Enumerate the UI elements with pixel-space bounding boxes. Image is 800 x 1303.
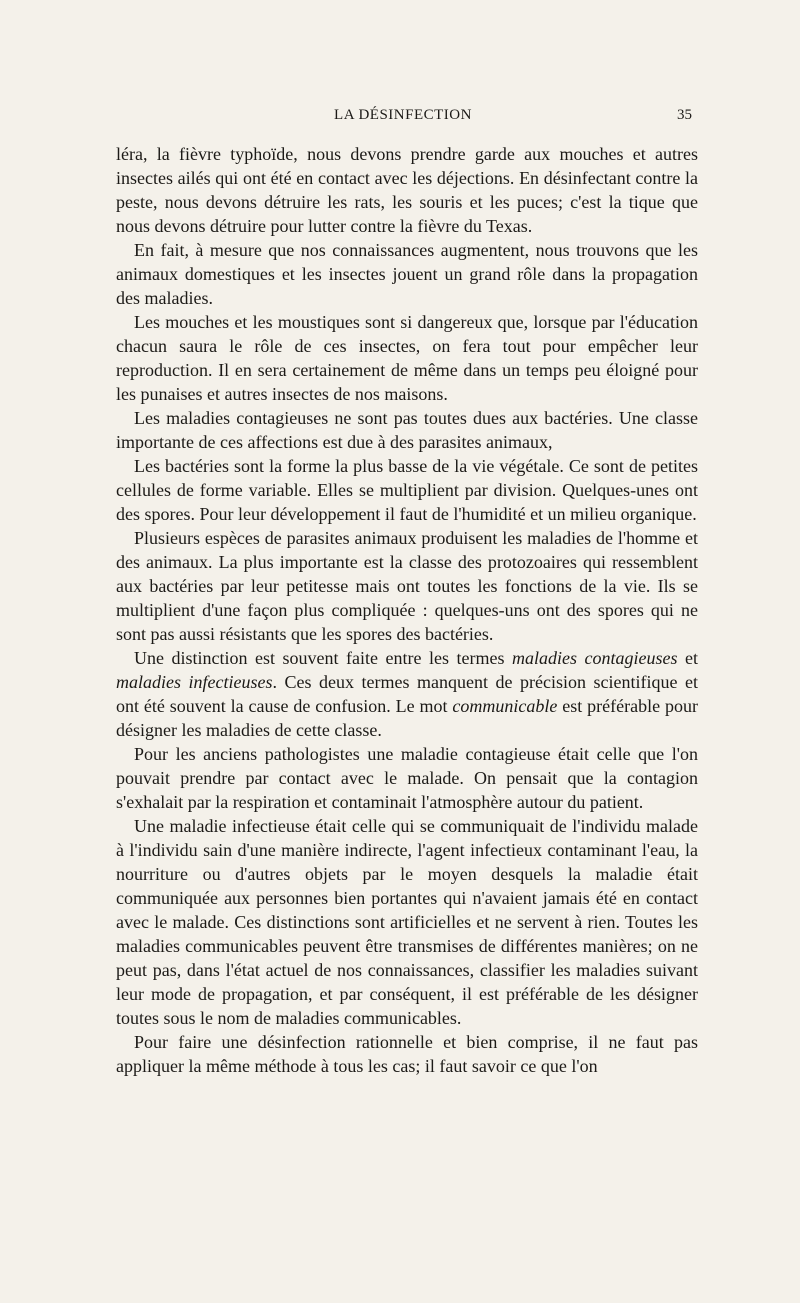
paragraph: Une maladie infectieuse était celle qui se communiquait de l'individu malade à l'individu sain d'une manière indirecte, l'agent infectieux contaminant l'eau, la nourriture ou d'autres objets par le moyen desquels la maladie était communiquée aux personnes bien portantes qui n'avaient jamais été en contact avec le malade. Ces distinctions sont artificielles et ne servent à rien. Toutes les maladies communicables peuvent être transmises de différentes manières; on ne peut pas, dans l'état actuel de nos connaissances, classifier les maladies suivant leur mode de propagation, et par conséquent, il est préférable de les désigner toutes sous le nom de maladies communicables. [116,816,698,1028]
body-text [116,142,698,1078]
paragraph: Pour faire une désinfection rationnelle et bien comprise, il ne faut pas appliquer la même méthode à tous les cas; il faut savoir ce que l'on [116,1032,698,1076]
page-number: 35 [677,107,692,123]
italic-term: communicable [452,696,558,716]
italic-term: maladies contagieuses [512,648,678,668]
paragraph-terms [116,646,698,742]
paragraph: léra, la fièvre typhoïde, nous devons prendre garde aux mouches et autres insectes ailés qui ont été en contact avec les déjections. En désinfectant contre la peste, nous devons détruire les rats, les souris et les puces; c'est la tique que nous devons détruire pour lutter contre la fièvre du Texas. [116,144,698,236]
italic-term: maladies infectieuses [116,672,273,692]
paragraph-text: et [677,648,699,668]
paragraph: Les maladies contagieuses ne sont pas toutes dues aux bactéries. Une classe importante de ces affections est due à des parasites animaux, [116,408,698,452]
running-title: LA DÉSINFECTION [334,107,472,123]
paragraph: En fait, à mesure que nos connaissances augmentent, nous trouvons que les animaux domestiques et les insectes jouent un grand rôle dans la propagation des maladies. [116,240,698,308]
paragraph: Pour les anciens pathologistes une maladie contagieuse était celle que l'on pouvait prendre par contact avec le malade. On pensait que la contagion s'exhalait par la respiration et contaminait l'atmosphère autour du patient. [116,744,698,812]
paragraph-text: . Ces deux termes manquent de précision scientifique et ont été souvent la cause de confusion. Le mot [116,672,698,716]
paragraph: Les bactéries sont la forme la plus basse de la vie végétale. Ce sont de petites cellules de forme variable. Elles se multiplient par division. Quelques-unes ont des spores. Pour leur développement il faut de l'humidité et un milieu organique. [116,456,698,524]
paragraph-text: est préférable pour désigner les maladies de cette classe. [116,696,698,740]
page-header [112,103,694,129]
paragraph: Les mouches et les moustiques sont si dangereux que, lorsque par l'éducation chacun saura le rôle de ces insectes, on fera tout pour empêcher leur reproduction. Il en sera certainement de même dans un temps peu éloigné pour les punaises et autres insectes de nos maisons. [116,312,698,404]
paragraph: Plusieurs espèces de parasites animaux produisent les maladies de l'homme et des animaux. La plus importante est la classe des protozoaires qui ressemblent aux bactéries par leur petitesse mais ont toutes les fonctions de la vie. Ils se multiplient d'une façon plus compliquée : quelques-uns ont des spores qui ne sont pas aussi résistants que les spores des bactéries. [116,528,698,644]
paragraph-text: Une distinction est souvent faite entre les termes [134,648,512,668]
